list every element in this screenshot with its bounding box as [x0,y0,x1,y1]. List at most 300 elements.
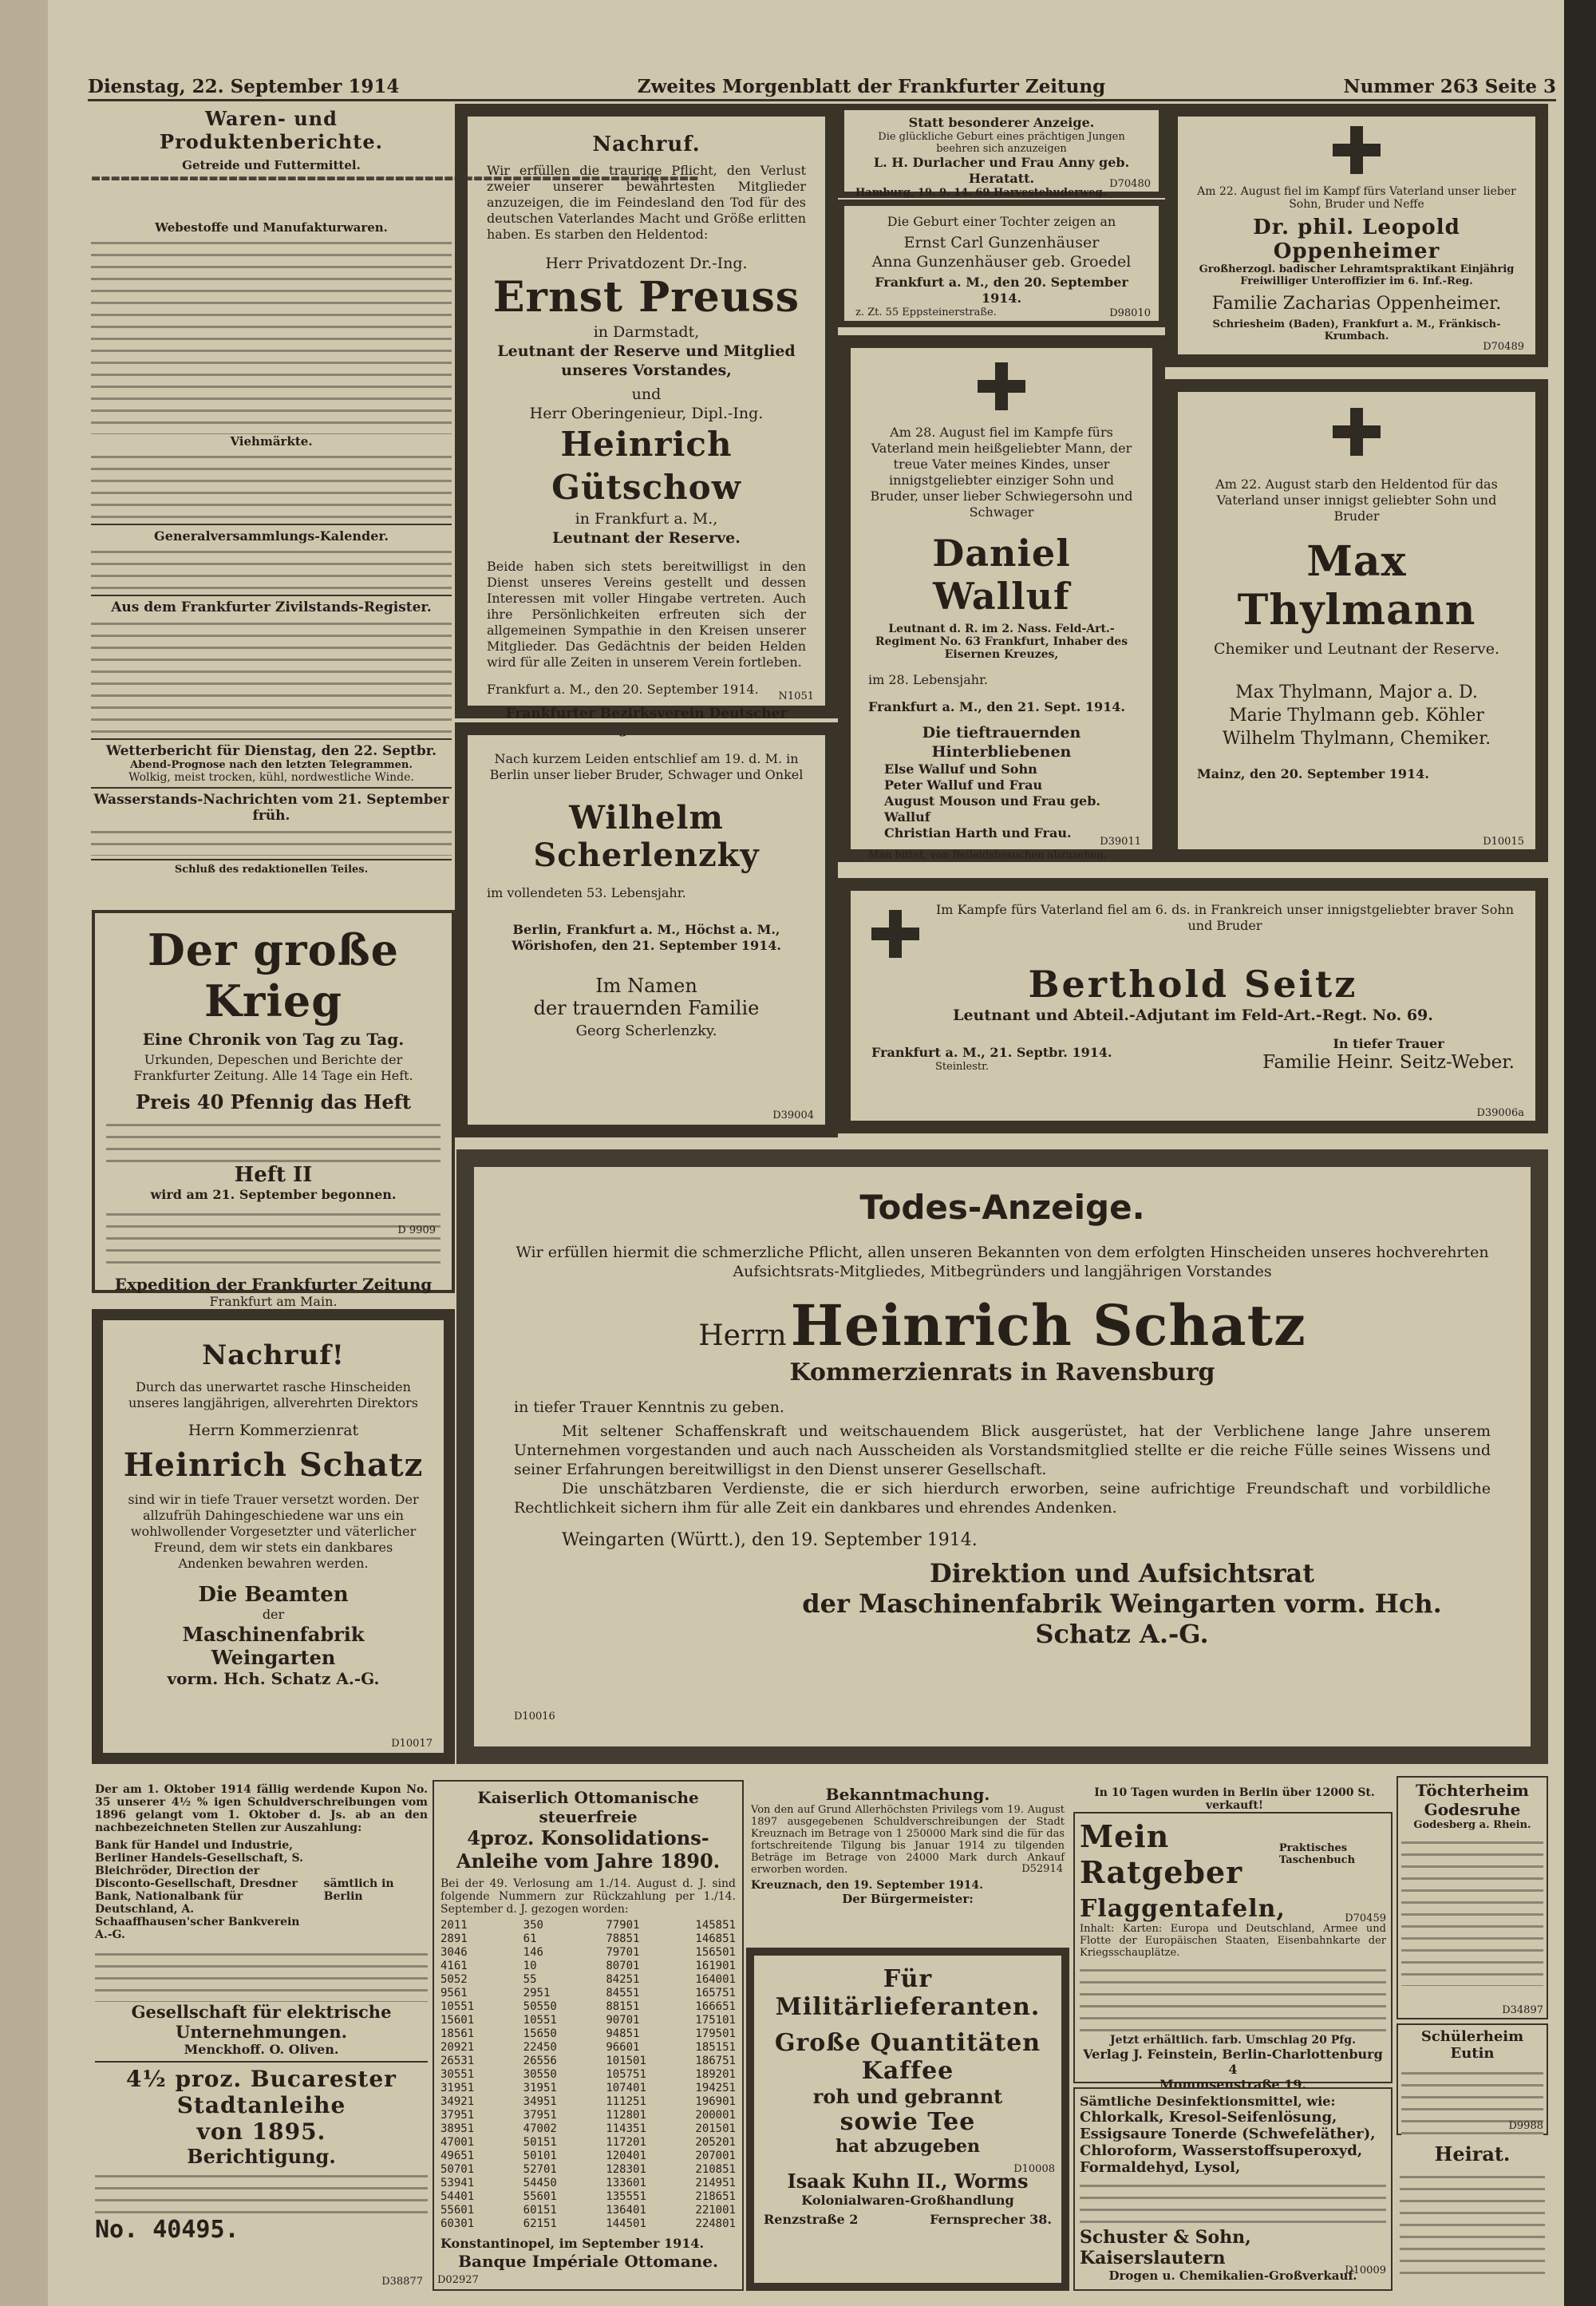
market-reports-title: Waren- und Produktenberichte. [160,107,383,153]
ottoman-number: 194251 [695,2082,736,2094]
book-gutter [0,0,49,2306]
ottoman-number: 60301 [440,2217,475,2230]
ottoman-number: 31951 [440,2082,475,2094]
ottoman-number: 55601 [440,2204,475,2217]
ottoman-number: 185151 [695,2041,736,2054]
ottoman-number: 3046 [440,1946,468,1959]
obituary-walluf [838,335,1165,862]
seitz-street: Steinlestr. [935,1061,990,1073]
ottoman-number: 47001 [440,2136,475,2149]
seitz-code: D39006a [1476,1107,1524,1119]
ottoman-number: 207001 [695,2150,736,2162]
header-masthead: Zweites Morgenblatt der Frankfurter Zeitung [637,75,1106,97]
civil-register-title: Aus dem Frankfurter Zivilstands-Register. [111,599,432,615]
toechterheim-title: Töchterheim [1416,1781,1529,1800]
kuhn-sub: Kolonialwaren-Großhandlung [801,2193,1014,2208]
preuss-p1-rank: Leutnant der Reserve und Mitglied unseres Vorstandes, [497,342,796,379]
nachruf-left-text: sind wir in tiefe Trauer versetzt worden. Der allzufrüh Dahingeschiedene war uns ein wohlwollender Vorgesetzter und väterlicher Freund, dem wir stets ein dankbares Andenken bewahren werden. [128,1492,419,1571]
walluf-rank: Leutnant d. R. im 2. Nass. Feld-Art.-Regiment No. 63 Frankfurt, Inhaber des Eisernen Kreuzes, [875,623,1128,661]
schuelerheim-title: Schülerheim Eutin [1420,2028,1524,2062]
thylmann-rank: Chemiker und Leutnant der Reserve. [1213,640,1500,658]
walluf-intro: Am 28. August fiel im Kampfe fürs Vaterland mein heißgeliebter Mann, der treue Vater meines Kindes, unser innigstgeliebter einziger Sohn und Bruder, unser lieber Schwiegersohn und Schwager [870,425,1133,520]
ottoman-number-column [523,1919,557,2231]
scherlenzky-intro: Nach kurzem Leiden entschlief am 19. d. M. in Berlin unser lieber Bruder, Schwager und Onkel [489,751,804,782]
schuster-l2: Chlorkalk, Kresol-Seifenlösung, [1080,2109,1337,2126]
schuster-name: Schuster & Sohn, Kaiserslautern [1080,2227,1251,2268]
preuss-p1-city: in Darmstadt, [593,323,700,341]
ottoman-number-column [606,1919,646,2231]
kuhn-l4: hat abzugeben [836,2136,980,2157]
thylmann-code: D10015 [1483,836,1524,848]
kuhn-title: Für Militärlieferanten. [775,1965,1041,2021]
gesellschaft-name: Gesellschaft für elektrische Unternehmungen. [131,2002,392,2042]
durlacher-head: Statt besonderer Anzeige. [908,115,1095,130]
ottoman-number: 80701 [606,1960,640,1972]
oppenheimer-place: Schriesheim (Baden), Frankfurt a. M., Fränkisch-Krumbach. [1212,318,1501,342]
ratgeber-price: Jetzt erhältlich. farb. Umschlag 20 Pfg. [1110,2034,1356,2047]
ottoman-sig: Banque Impériale Ottomane. [458,2252,718,2271]
seitz-place: Frankfurt a. M., 21. Septbr. 1914. [871,1045,1112,1060]
ottoman-number: 189201 [695,2068,736,2081]
ratgeber-addr: Mommsenstraße 19. [1159,2077,1306,2092]
ottoman-number: 38951 [440,2122,475,2135]
ottoman-number: 61 [523,1932,537,1945]
ottoman-title: Kaiserlich Ottomanische steuerfreie [477,1788,699,1826]
thylmann-intro: Am 22. August starb den Heldentod für das Vaterland unser innigst geliebter Sohn und Bruder [1215,477,1498,524]
ottoman-number: 84551 [606,1987,640,1999]
page-header [88,73,1556,101]
ottoman-number: 146851 [695,1932,736,1945]
obituary-schatz-employees [92,1309,455,1764]
kuhn-l1: Große Quantitäten Kaffee [774,2029,1041,2085]
ratgeber-code: D70459 [1345,1912,1386,1924]
ottoman-number: 200001 [695,2109,736,2122]
heirat-title: Heirat. [1434,2142,1511,2166]
bekannt-text: Von den auf Grund Allerhöchsten Privilegs vom 19. August 1897 ausgegebenen Schuldverschreibungen der Stadt Kreuznach im Betrage von 1 250000 Mark sind die für das fortschreitende Tilgung bis Januar 1914 zu tilgenden Beträge im Betrage von 24000 Mark durch Ankauf erworben worden. [751,1804,1065,1876]
death-notice-schatz [456,1149,1548,1764]
oppenheimer-intro: Am 22. August fiel im Kampf fürs Vaterland unser lieber Sohn, Bruder und Neffe [1197,185,1516,211]
bekannt-title: Bekanntmachung. [825,1785,990,1804]
ottoman-number: 18561 [440,2027,475,2040]
todes-sig1: Direktion und Aufsichtsrat [930,1558,1314,1588]
bekannt-code: D52914 [1021,1863,1063,1875]
grain-subtitle: Getreide und Futtermittel. [182,158,361,172]
seitz-family: Familie Heinr. Seitz-Weber. [1262,1052,1515,1073]
ottoman-number: 5052 [440,1973,468,1986]
ottoman-number: 2891 [440,1932,468,1945]
preuss-p1-name: Ernst Preuss [492,273,800,322]
ottoman-number: 128301 [606,2163,646,2176]
durlacher-text: Die glückliche Geburt eines prächtigen Jungen beehren sich anzuzeigen [878,131,1125,155]
preuss-code: N1051 [778,690,814,702]
nachruf-left-name2: Heinrich Schatz [123,1446,424,1484]
textile-subtitle: Webestoffe und Manufakturwaren. [155,220,388,235]
birth-gunzenhaeuser [838,200,1165,327]
preuss-date: Frankfurt a. M., den 20. September 1914. [487,682,759,697]
preuss-text: Beide haben sich stets bereitwilligst in den Dienst unseres Vereins gestellt und dessen Interessen mit voller Hingabe vertreten. Auch ihre Persönlichkeiten erfreuten sich der allgemeinen Sympathie in den Kreisen unserer Mitglieder. Das Gedächtnis der beiden Helden wird für alle Zeiten in unserem Verein fortleben. [487,559,806,670]
ratgeber-content [1080,1962,1386,2034]
nachruf-left-name1: Herrn Kommerzienrat [188,1422,359,1439]
textile-text [91,235,452,434]
ad-bekanntmachung [746,1780,1069,1944]
thylmann-date: Mainz, den 20. September 1914. [1197,766,1429,781]
ottoman-number: 26531 [440,2055,475,2067]
bekannt-place: Kreuznach, den 19. September 1914. [751,1879,984,1892]
ottoman-number: 53941 [440,2177,475,2189]
gunz-place: Frankfurt a. M., den 20. September 1914. [875,275,1128,306]
ottoman-number: 90701 [606,2014,640,2027]
durlacher-code: D70480 [1109,178,1151,190]
grain-text: ▬▬▬▬▬▬▬▬▬▬▬▬▬▬▬▬▬▬▬▬▬▬▬▬▬▬▬▬▬▬▬▬▬▬▬▬▬▬▬▬▬▬▬▬▬▬▬▬▬▬▬▬▬▬▬▬▬▬▬▬▬▬ [91,172,699,184]
weather-title: Wetterbericht für Dienstag, den 22. Septbr. [105,743,437,759]
walluf-code: D39011 [1100,836,1141,848]
todes-herrn: Herrn [698,1319,787,1352]
newspaper-page [48,0,1564,2306]
ottoman-number: 156501 [695,1946,736,1959]
ottoman-number: 221001 [695,2204,736,2217]
krieg-heft: Heft II [234,1163,313,1187]
ottoman-number: 101501 [606,2055,646,2067]
krieg-price: Preis 40 Pfennig das Heft [135,1090,412,1113]
ratgeber-top: In 10 Tagen wurden in Berlin über 12000 St. verkauft! [1094,1786,1375,1812]
header-number: Nummer 263 Seite 3 [1343,75,1556,97]
scherlenzky-sig1: Im Namen [595,975,697,997]
weather-text: Wolkig, meist trocken, kühl, nordwestliche Winde. [128,771,414,784]
seitz-intro: Im Kampfe fürs Vaterland fiel am 6. ds. in Frankreich unser innigstgeliebter braver Sohn und Bruder [935,902,1514,933]
ottoman-number: 77901 [606,1919,640,1932]
ottoman-number: 2951 [523,1987,551,1999]
nachruf-left-sig1: Die Beamten [198,1583,349,1607]
preuss-p2-pre: Herr Oberingenieur, Dipl.-Ing. [529,405,764,422]
obituary-scherlenzky [455,722,838,1137]
kupon-more-text [95,1946,428,2002]
toechterheim-place: Godesruhe [1424,1800,1521,1819]
krieg-text [106,1117,440,1163]
ottoman-number: 10551 [523,2014,557,2027]
ottoman-number: 10551 [440,2000,475,2013]
ottoman-number: 54450 [523,2177,557,2189]
nachruf-left-sig3: Maschinenfabrik Weingarten [182,1623,365,1669]
ratgeber-verlag: Verlag J. Feinstein, Berlin-Charlottenburg 4 [1083,2047,1383,2077]
ottoman-number: 55 [523,1973,537,1986]
ottoman-number: 22450 [523,2041,557,2054]
ottoman-number: 186751 [695,2055,736,2067]
ad-grosse-krieg [92,910,455,1309]
ottoman-number: 60151 [523,2204,557,2217]
ottoman-number: 31951 [523,2082,557,2094]
obituary-seitz [838,878,1548,1133]
ottoman-number: 145851 [695,1919,736,1932]
obituary-preuss-guetschow [455,104,838,738]
walluf-note: Man bittet, von Beileidsbesuchen abzusehen. [868,849,1107,861]
ottoman-number: 165751 [695,1987,736,1999]
todes-sig2: der Maschinenfabrik Weingarten vorm. Hch. Schatz A.-G. [802,1588,1442,1649]
ottoman-number: 10 [523,1960,537,1972]
cattle-subtitle: Viehmärkte. [230,434,313,449]
ad-ratgeber [1073,1786,1393,2092]
kuhn-code: D10008 [1013,2163,1055,2175]
toechterheim-text [1401,1834,1543,1986]
schuelerheim-code: D9988 [1508,2120,1543,2132]
ottoman-number: 78851 [606,1932,640,1945]
kuhn-addr: Renzstraße 2 [764,2212,859,2227]
ottoman-number: 164001 [695,1973,736,1986]
ottoman-number: 34921 [440,2095,475,2108]
todes-date: Weingarten (Württ.), den 19. September 1914. [562,1530,978,1550]
ottoman-number: 54401 [440,2190,475,2203]
todes-p3: Die unschätzbaren Verdienste, die er sich hierdurch erworben, seine aufrichtige Freundschaft und vorbildliche Rechtlichkeit sichern ihm für alle Zeit ein dankbares und ehrendes Andenken. [514,1480,1491,1517]
todes-title: Todes-Anzeige. [859,1188,1145,1227]
walluf-m4: Christian Harth und Frau. [884,825,1072,841]
schuster-code: D10009 [1345,2264,1386,2276]
ottoman-number: 30551 [440,2068,475,2081]
weather-subtitle: Abend-Prognose nach den letzten Telegrammen. [130,759,413,771]
krieg-subscription-text [106,1206,440,1268]
seitz-mourn: In tiefer Trauer [1333,1036,1444,1051]
berichtigung: Berichtigung. [187,2145,336,2168]
schuster-l4: Chloroform, Wasserstoffsuperoxyd, [1080,2142,1363,2159]
ottoman-number: 120401 [606,2150,646,2162]
ottoman-intro: Bei der 49. Verlosung am 1./14. August d. J. sind folgende Nummern zur Rückzahlung per 1./14. September d. J. gezogen worden: [440,1877,736,1916]
kuhn-tel: Fernsprecher 38. [930,2212,1052,2227]
ad-schuelerheim [1396,2023,1548,2135]
bucarest-year: von 1895. [196,2118,326,2145]
ratgeber-text: Inhalt: Karten: Europa und Deutschland, Armee und Flotte der Europäischen Staaten, Eisenbahnkarte der Kriegsschauplätze. [1080,1923,1386,1959]
schuster-l5: Formaldehyd, Lysol, [1080,2159,1241,2176]
krieg-heft-sub: wird am 21. September begonnen. [150,1187,397,1202]
ratgeber-sub: Praktisches Taschenbuch [1278,1842,1356,1866]
scherlenzky-sig2: der trauernden Familie [533,997,760,1019]
thylmann-name: Max Thylmann [1237,537,1476,635]
schuster-l1: Sämtliche Desinfektionsmittel, wie: [1080,2094,1336,2109]
oppenheimer-rank: Großherzogl. badischer Lehramtspraktikant Einjährig Freiwilliger Unteroffizier im 6. Inf.-Reg. [1199,263,1515,287]
schuster-prices [1080,2177,1386,2227]
iron-cross-icon [1333,126,1381,174]
iron-cross-icon [1333,408,1381,456]
kupon-code: D38877 [381,2276,423,2288]
scherlenzky-age: im vollendeten 53. Lebensjahr. [487,885,686,900]
ottoman-date: Konstantinopel, im September 1914. [440,2236,705,2251]
ottoman-number: 47002 [523,2122,557,2135]
schuster-l3: Essigsaure Tonerde (Schwefeläther), [1080,2126,1376,2142]
obituary-thylmann [1165,379,1548,862]
bucarest-number: No. 40495. [95,2216,239,2244]
toechterheim-place2: Godesberg a. Rhein. [1413,1819,1531,1831]
ottoman-number: 196901 [695,2095,736,2108]
oppenheimer-family: Familie Zacharias Oppenheimer. [1211,294,1502,314]
ottoman-number: 224801 [695,2217,736,2230]
preuss-und: und [631,386,662,403]
kuhn-l2: roh und gebrannt [812,2085,1003,2108]
civil-register-text [91,615,452,735]
ottoman-number: 105751 [606,2068,646,2081]
iron-cross-icon [871,910,919,958]
water-levels-table [91,824,452,856]
gunz-line1: Die Geburt einer Tochter zeigen an [887,214,1116,229]
ottoman-number: 37951 [523,2109,557,2122]
todes-title2: Kommerzienrats in Ravensburg [789,1359,1215,1386]
ottoman-number: 96601 [606,2041,640,2054]
ottoman-number-column [695,1919,736,2231]
ottoman-number: 133601 [606,2177,646,2189]
bucarest-title: 4½ proz. Bucarester Stadtanleihe [126,2066,397,2118]
schuster-sub: Drogen u. Chemikalien-Großverkauf. [1108,2268,1357,2283]
ad-kuhn-kaffee [746,1948,1069,2291]
gunz-code: D98010 [1109,307,1151,319]
todes-name: Heinrich Schatz [790,1292,1306,1359]
nachruf-left-intro: Durch das unerwartet rasche Hinscheiden unseres langjährigen, allverehrten Direktors [128,1379,418,1410]
preuss-title: Nachruf. [592,133,701,156]
krieg-desc: Urkunden, Depeschen und Berichte der Frankfurter Zeitung. Alle 14 Tage ein Heft. [133,1052,413,1083]
preuss-p1-pre: Herr Privatdozent Dr.-Ing. [545,255,748,272]
ottoman-number: 50701 [440,2163,475,2176]
cattle-text [91,449,452,520]
ottoman-number: 117201 [606,2136,646,2149]
ottoman-number: 114351 [606,2122,646,2135]
preuss-intro: Wir erfüllen die traurige Pflicht, den Verlust zweier unserer bewährtesten Mitglieder anzuzeigen, die im Feindesland den Tod für des deutschen Vaterlandes Macht und Größe erlitten haben. Es starben den Heldentod: [487,163,806,242]
ottoman-number: 15650 [523,2027,557,2040]
kupon-in-berlin: sämtlich in Berlin [323,1877,394,1903]
nachruf-left-title: Nachruf! [202,1339,345,1371]
ottoman-number: 112801 [606,2109,646,2122]
ottoman-number: 4161 [440,1960,468,1972]
ottoman-number: 161901 [695,1960,736,1972]
oppenheimer-code: D70489 [1483,341,1524,353]
nachruf-left-sig4: vorm. Hch. Schatz A.-G. [167,1669,380,1688]
ottoman-title2: 4proz. Konsolidations-Anleihe vom Jahre 1890. [456,1826,721,1873]
ad-ottoman-loan [433,1780,744,2291]
krieg-title: Der große Krieg [147,924,400,1026]
ottoman-number: 107401 [606,2082,646,2094]
thylmann-m3: Wilhelm Thylmann, Chemiker. [1222,729,1491,749]
krieg-code: D 9909 [397,1224,436,1236]
todes-code: D10016 [514,1711,555,1723]
nachruf-left-sig2: der [262,1607,285,1622]
walluf-date: Frankfurt a. M., den 21. Sept. 1914. [868,699,1125,714]
todes-intro: Wir erfüllen hiermit die schmerzliche Pflicht, allen unseren Bekannten von dem erfolgten Hinscheiden unseres hochverehrten Aufsichtsrats-Mitgliedes, Mitbegründers und langjährigen Vorstandes [516,1244,1489,1280]
seitz-name: Berthold Seitz [1028,963,1358,1006]
kuhn-l3: sowie Tee [839,2108,976,2136]
ottoman-code: D02927 [437,2274,479,2286]
ad-heirat [1396,2139,1548,2291]
durlacher-names: L. H. Durlacher und Frau Anny geb. Heratatt. [873,155,1130,186]
ottoman-number: 144501 [606,2217,646,2230]
ottoman-number: 50101 [523,2150,557,2162]
ottoman-number: 2011 [440,1919,468,1932]
birth-durlacher [838,104,1165,198]
ottoman-number: 79701 [606,1946,640,1959]
ad-schuster-desinfektion [1073,2087,1393,2291]
gesellschaft-sig: Menckhoff. O. Oliven. [184,2042,339,2057]
ottoman-number: 214951 [695,2177,736,2189]
ottoman-number: 175101 [695,2014,736,2027]
preuss-p2-city: in Frankfurt a. M., [575,510,718,528]
ottoman-number: 210851 [695,2163,736,2176]
ottoman-number: 37951 [440,2109,475,2122]
ottoman-number: 52701 [523,2163,557,2176]
preuss-p2-name: Heinrich Gütschow [551,425,741,507]
ratgeber-title: Mein Ratgeber [1080,1818,1243,1890]
krieg-city: Frankfurt am Main. [209,1294,338,1309]
scherlenzky-code: D39004 [772,1109,814,1121]
ottoman-number: 26556 [523,2055,557,2067]
ad-toechterheim [1396,1776,1548,2019]
durlacher-place: Hamburg, 19. 9. 14. 69 Harvestehuderweg. [855,187,1107,199]
ottoman-number: 30550 [523,2068,557,2081]
ottoman-number: 84251 [606,1973,640,1986]
ottoman-number: 20921 [440,2041,475,2054]
ottoman-number: 136401 [606,2204,646,2217]
header-date: Dienstag, 22. September 1914 [88,75,400,97]
ottoman-number: 205201 [695,2136,736,2149]
ottoman-number: 166651 [695,2000,736,2013]
iron-cross-icon [978,362,1025,410]
walluf-m3: August Mouson und Frau geb. Walluf [884,793,1100,825]
gunz-name1: Ernst Carl Gunzenhäuser [903,234,1100,251]
krieg-subtitle: Eine Chronik von Tag zu Tag. [142,1030,405,1049]
scherlenzky-sig3: Georg Scherlenzky. [575,1022,717,1039]
ottoman-number: 350 [523,1919,543,1932]
ottoman-number: 15601 [440,2014,475,2027]
thylmann-m1: Max Thylmann, Major a. D. [1235,682,1478,702]
scherlenzky-name: Wilhelm Scherlenzky [533,799,760,874]
todes-p2: Mit seltener Schaffenskraft und weitschauendem Blick ausgerüstet, hat der Verblichene lange Jahre unserem Unternehmen vorgestanden und auch nach Ausscheiden als Vorstandsmitglied stellte er die reiche Fülle seines Wissens und seiner Erfahrungen bereitwilligst in den Dienst unserer Gesellschaft. [514,1422,1491,1478]
toechterheim-code: D34897 [1502,2004,1543,2016]
ottoman-number: 62151 [523,2217,557,2230]
ottoman-number: 111251 [606,2095,646,2108]
ratgeber-flaggen: Flaggentafeln, [1080,1895,1286,1923]
walluf-mourners: Die tieftrauernden Hinterbliebenen [922,724,1081,761]
preuss-p2-rank: Leutnant der Reserve. [552,529,741,547]
todes-p1: in tiefer Trauer Kenntnis zu geben. [514,1398,784,1416]
seitz-rank: Leutnant und Abteil.-Adjutant im Feld-Art.-Regt. No. 69. [953,1007,1433,1024]
obituary-oppenheimer [1165,104,1548,367]
editorial-end: Schluß des redaktionellen Teiles. [174,864,369,876]
krieg-expedition: Expedition der Frankfurter Zeitung [114,1275,433,1294]
ottoman-number: 34951 [523,2095,557,2108]
ottoman-number: 179501 [695,2027,736,2040]
ottoman-number: 49651 [440,2150,475,2162]
gunz-addr: z. Zt. 55 Eppsteinerstraße. [855,307,997,318]
ottoman-number-column [440,1919,474,2231]
water-levels-title: Wasserstands-Nachrichten vom 21. September früh. [93,792,449,824]
nachruf-left-code: D10017 [391,1738,433,1750]
thylmann-m2: Marie Thylmann geb. Köhler [1229,706,1484,726]
kupon-banks: Bank für Handel und Industrie, Berliner Handels-Gesellschaft, S. Bleichröder, Direction der Disconto-Gesellschaft, Dresdner Bank, Nationalbank für Deutschland, A. Schaaffhausen'scher Bankverein A.-G. [95,1839,303,1941]
berichtigung-text [95,2168,428,2216]
walluf-age: im 28. Lebensjahr. [868,672,989,687]
kupon-text: Der am 1. Oktober 1914 fällig werdende Kupon No. 35 unserer 4½ % igen Schuldverschreibungen vom 1896 gelangt vom 1. Oktober d. Js. ab an den nachbezeichneten Stellen zur Auszahlung: [95,1783,428,1834]
ottoman-number: 50151 [523,2136,557,2149]
gunz-name2: Anna Gunzenhäuser geb. Groedel [871,253,1132,271]
ottoman-number: 94851 [606,2027,640,2040]
gv-calendar-table [91,544,452,591]
ottoman-number: 201501 [695,2122,736,2135]
ottoman-number: 135551 [606,2190,646,2203]
oppenheimer-name: Dr. phil. Leopold Oppenheimer [1253,216,1460,263]
ottoman-number: 9561 [440,1987,468,1999]
walluf-name: Daniel Walluf [932,532,1071,618]
ottoman-number: 50550 [523,2000,557,2013]
kuhn-name: Isaak Kuhn II., Worms [787,2170,1029,2193]
ad-kupon-bucarest [92,1780,431,2291]
preuss-sig: Frankfurter Bezirksverein Deutscher Ingenieure. [505,706,788,738]
heirat-text [1400,2169,1545,2280]
ottoman-number: 218651 [695,2190,736,2203]
bekannt-sig: Der Bürgermeister: [842,1892,974,1906]
walluf-m2: Peter Walluf und Frau [884,777,1043,793]
ottoman-number: 55601 [523,2190,557,2203]
